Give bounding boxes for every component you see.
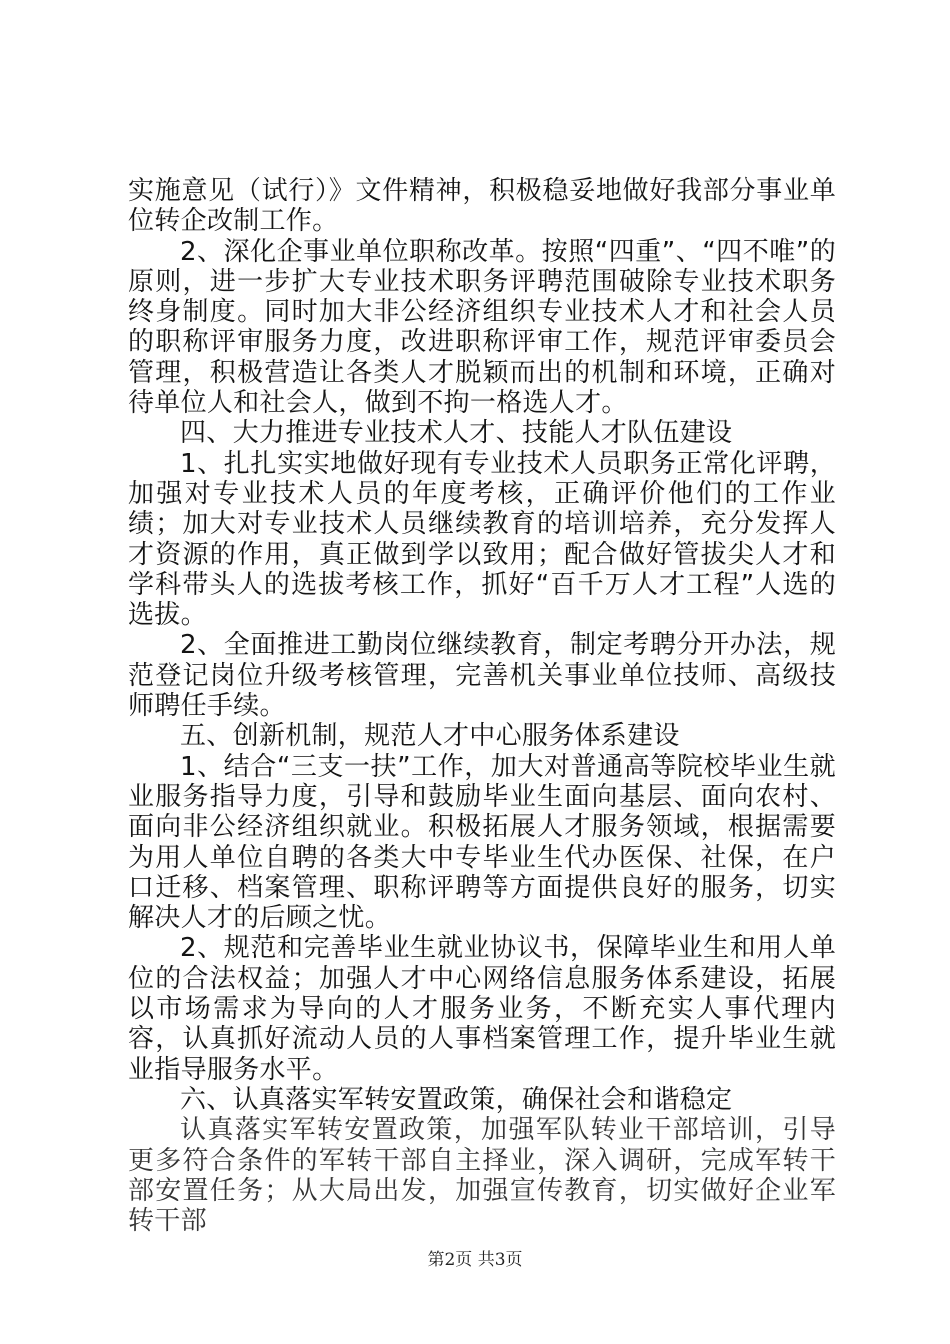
paragraph-5-1: 1、结合“三支一扶”工作，加大对普通高等院校毕业生就业服务指导力度，引导和鼓励毕业生面向基层、面向农村、面向非公经济组织就业。积极拓展人才服务领域，根据需要为用人单位自聘的各类大中专毕业生代办医保、社保，在户口迁移、档案管理、职称评聘等方面提供良好的服务，切实解决人才的后顾之忧。 [128, 751, 836, 934]
section-heading-4: 四、大力推进专业技术人才、技能人才队伍建设 [180, 418, 733, 449]
paragraph-title-reform: 2、深化企事业单位职称改革。按照“四重”、“四不唯”的原则，进一步扩大专业技术职务评聘范围破除专业技术职务终身制度。同时加大非公经济组织专业技术人才和社会人员的职称评审服务力度，改进职称评审工作，规范评审委员会管理，积极营造让各类人才脱颖而出的机制和环境，正确对待单位人和社会人，做到不拘一格选人才。 [128, 236, 836, 419]
paragraph-6-1: 认真落实军转安置政策，加强军队转业干部培训，引导更多符合条件的军转干部自主择业，深入调研，完成军转干部安置任务；从大局出发，加强宣传教育，切实做好企业军转干部 [128, 1115, 836, 1237]
document-body [128, 176, 836, 1236]
paragraph-4-1: 1、扎扎实实地做好现有专业技术人员职务正常化评聘，加强对专业技术人员的年度考核，正确评价他们的工作业绩；加大对专业技术人员继续教育的培训培养，充分发挥人才资源的作用，真正做到学以致用；配合做好管拔尖人才和学科带头人的选拔考核工作，抓好“百千万人才工程”人选的选拔。 [128, 448, 836, 631]
section-heading-5: 五、创新机制，规范人才中心服务体系建设 [180, 721, 680, 752]
page-number-label: 第2页 共3页 [427, 1250, 523, 1270]
page-footer [0, 1245, 950, 1270]
paragraph-5-2: 2、规范和完善毕业生就业协议书，保障毕业生和用人单位的合法权益；加强人才中心网络信息服务体系建设，拓展以市场需求为导向的人才服务业务，不断充实人事代理内容，认真抓好流动人员的人事档案管理工作，提升毕业生就业指导服务水平。 [128, 933, 836, 1085]
paragraph-4-2: 2、全面推进工勤岗位继续教育，制定考聘分开办法，规范登记岗位升级考核管理，完善机关事业单位技师、高级技师聘任手续。 [128, 630, 836, 722]
section-heading-6: 六、认真落实军转安置政策，确保社会和谐稳定 [180, 1084, 733, 1115]
paragraph-continuation: 实施意见（试行）》文件精神，积极稳妥地做好我部分事业单位转企改制工作。 [128, 176, 836, 237]
